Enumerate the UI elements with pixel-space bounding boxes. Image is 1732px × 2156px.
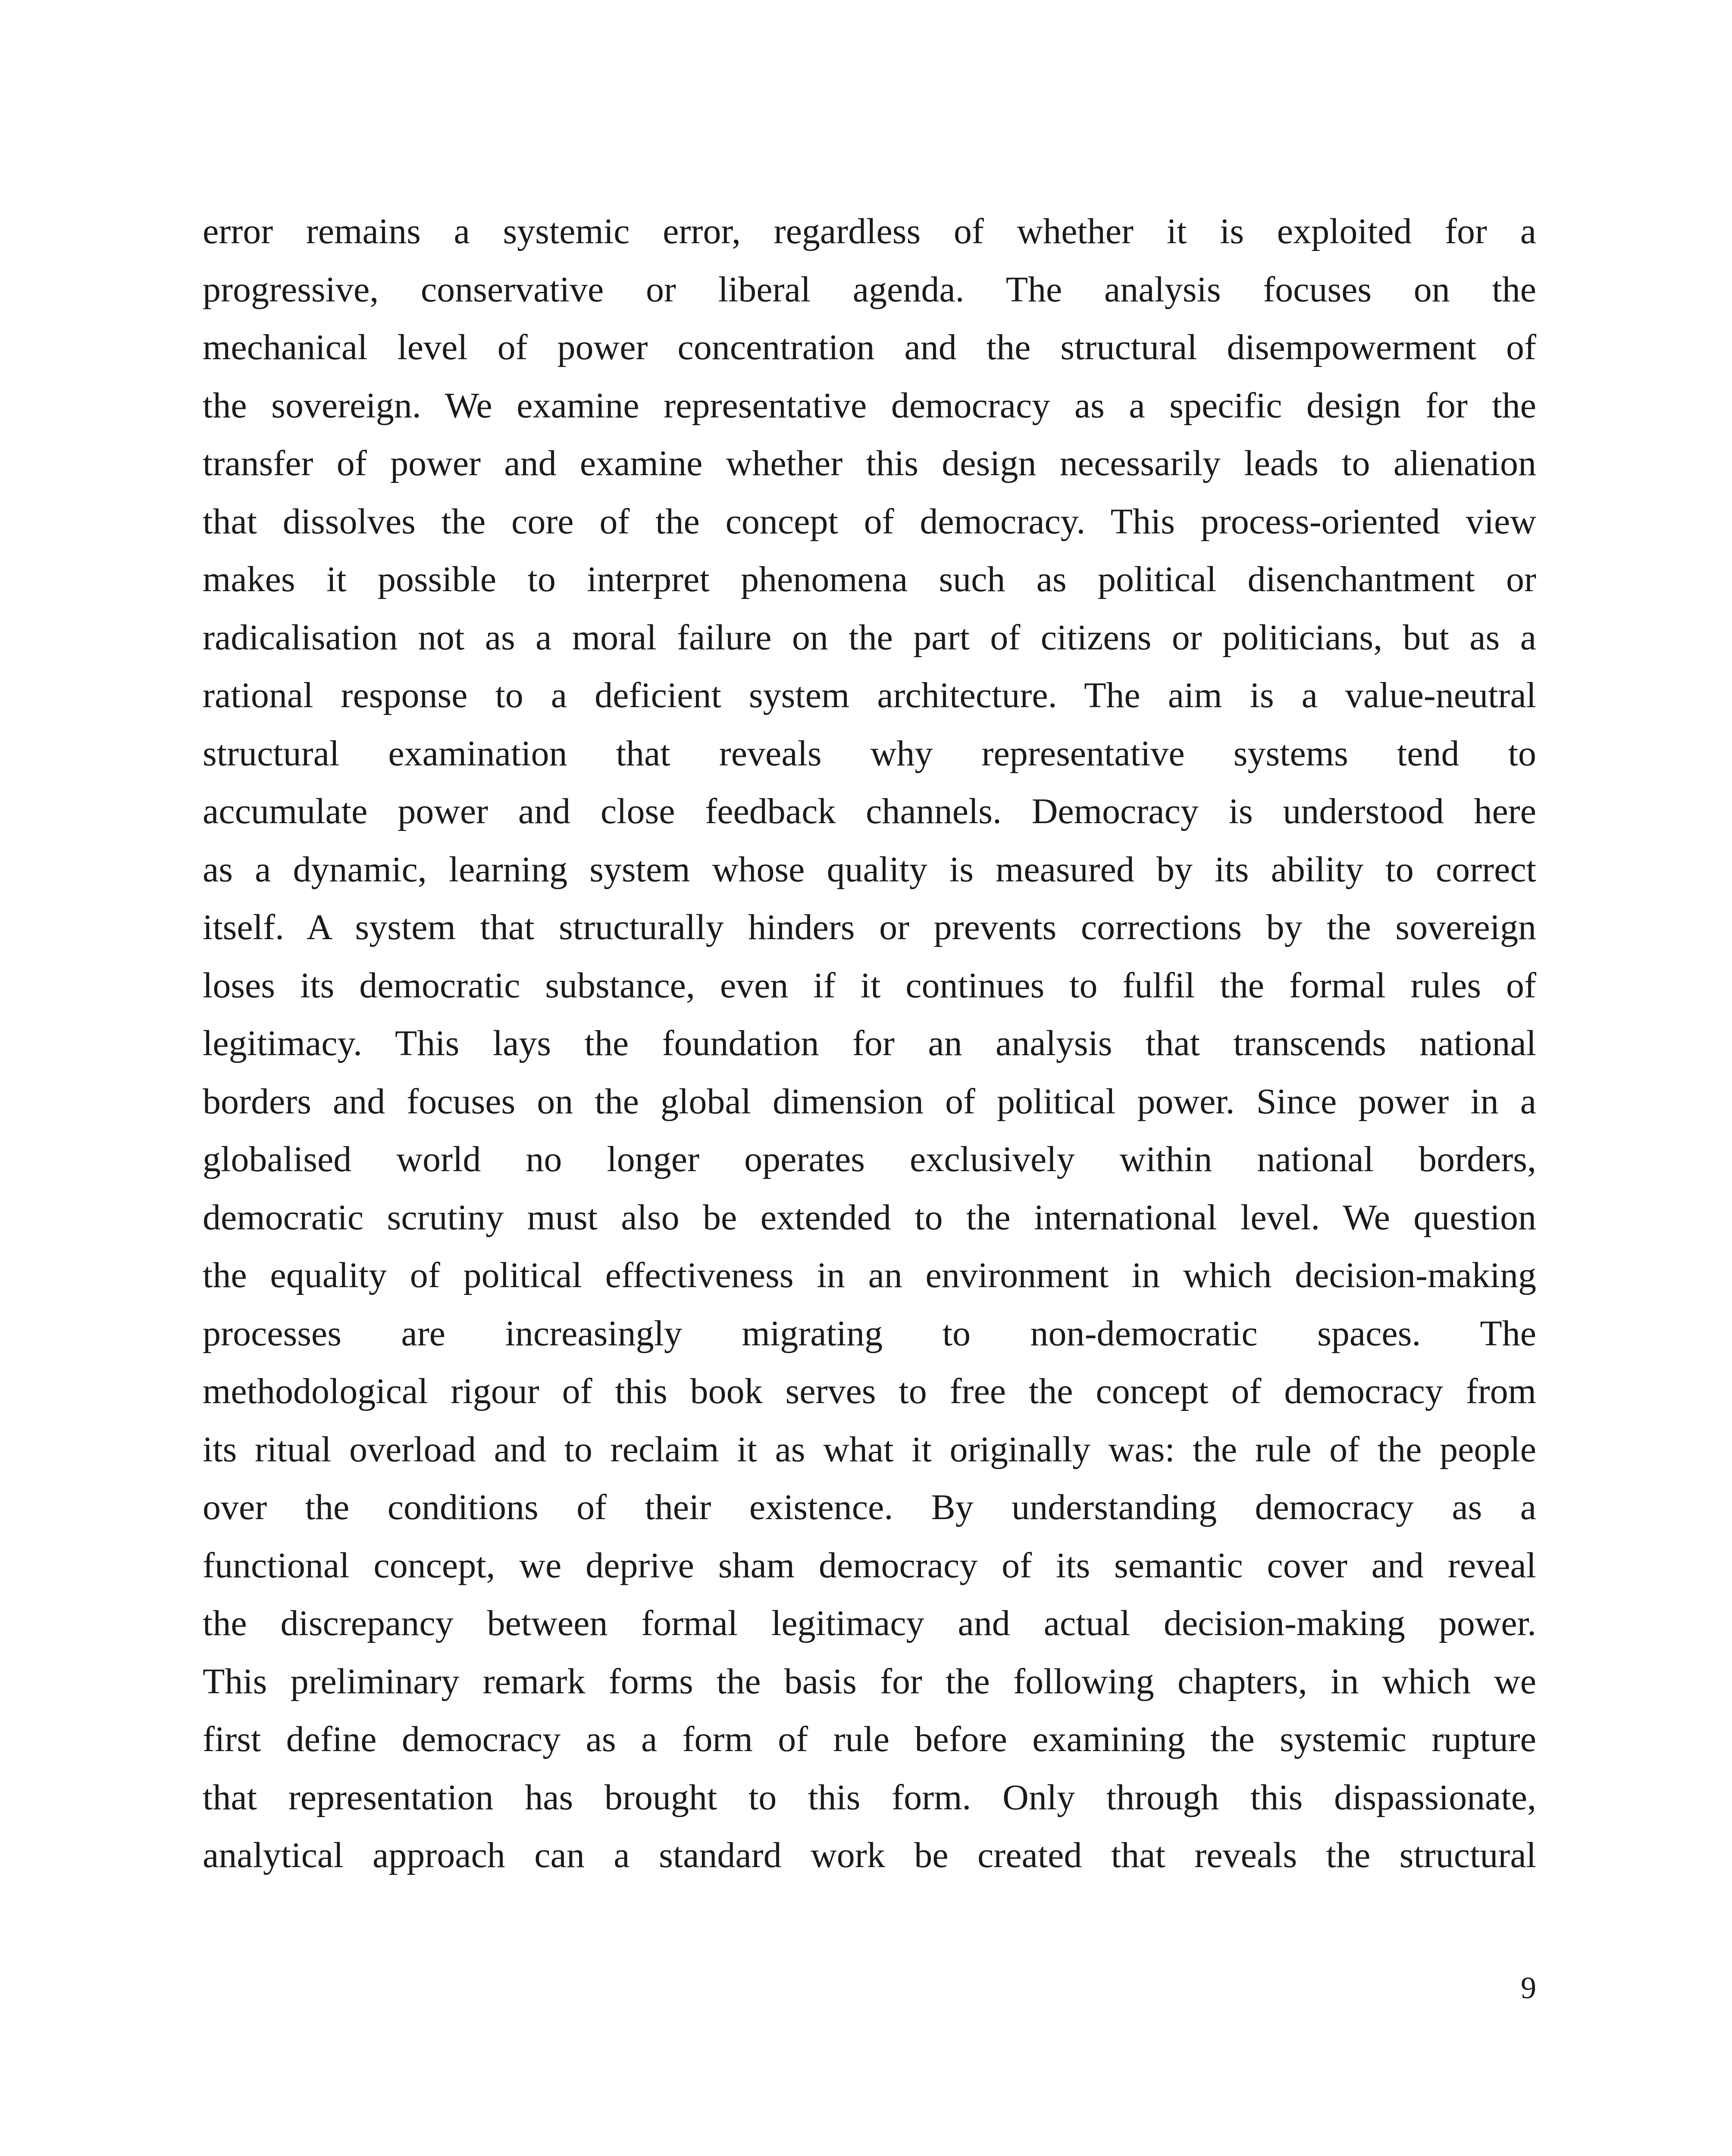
text-line: rational response to a deficient system architecture. The aim is a value-neutral: [203, 675, 1536, 715]
text-line: This preliminary remark forms the basis for the following chapters, in which we: [203, 1661, 1536, 1702]
text-line: that dissolves the core of the concept of democracy. This process-oriented view: [203, 501, 1536, 542]
text-line: analytical approach can a standard work be created that reveals the structural: [203, 1835, 1536, 1875]
text-line: functional concept, we deprive sham democracy of its semantic cover and reveal: [203, 1545, 1536, 1586]
text-line: methodological rigour of this book serves to free the concept of democracy from: [203, 1371, 1536, 1411]
text-line: loses its democratic substance, even if it continues to fulfil the formal rules of: [203, 965, 1536, 1006]
text-line: radicalisation not as a moral failure on the part of citizens or politicians, but as a: [203, 617, 1536, 658]
page-number: 9: [1521, 1971, 1536, 2005]
text-line: the equality of political effectiveness in an environment in which decision-making: [203, 1255, 1536, 1295]
text-line: borders and focuses on the global dimension of political power. Since power in a: [203, 1081, 1536, 1122]
text-line: the discrepancy between formal legitimacy and actual decision-making power.: [203, 1603, 1536, 1643]
text-line: processes are increasingly migrating to non-democratic spaces. The: [203, 1313, 1536, 1354]
text-line: the sovereign. We examine representative democracy as a specific design for the: [203, 385, 1536, 426]
text-line: structural examination that reveals why representative systems tend to: [203, 733, 1536, 774]
text-line: error remains a systemic error, regardless of whether it is exploited for a: [203, 211, 1536, 251]
text-line: democratic scrutiny must also be extended to the international level. We question: [203, 1197, 1536, 1238]
text-line: over the conditions of their existence. By understanding democracy as a: [203, 1487, 1536, 1527]
text-line: its ritual overload and to reclaim it as what it originally was: the rule of the people: [203, 1429, 1536, 1470]
text-line: as a dynamic, learning system whose quality is measured by its ability to correct: [203, 849, 1536, 890]
text-line: mechanical level of power concentration and the structural disempowerment of: [203, 327, 1536, 367]
text-line: transfer of power and examine whether this design necessarily leads to alienation: [203, 443, 1536, 483]
text-line: accumulate power and close feedback channels. Democracy is understood here: [203, 791, 1536, 831]
text-line: first define democracy as a form of rule before examining the systemic rupture: [203, 1719, 1536, 1759]
text-line: progressive, conservative or liberal agenda. The analysis focuses on the: [203, 269, 1536, 310]
text-line: legitimacy. This lays the foundation for an analysis that transcends national: [203, 1023, 1536, 1063]
body-paragraph: [203, 203, 1536, 1885]
text-line: makes it possible to interpret phenomena such as political disenchantment or: [203, 559, 1536, 599]
text-line: itself. A system that structurally hinders or prevents corrections by the sovereign: [203, 907, 1536, 947]
text-line: globalised world no longer operates exclusively within national borders,: [203, 1139, 1536, 1179]
text-line: that representation has brought to this form. Only through this dispassionate,: [203, 1777, 1536, 1818]
